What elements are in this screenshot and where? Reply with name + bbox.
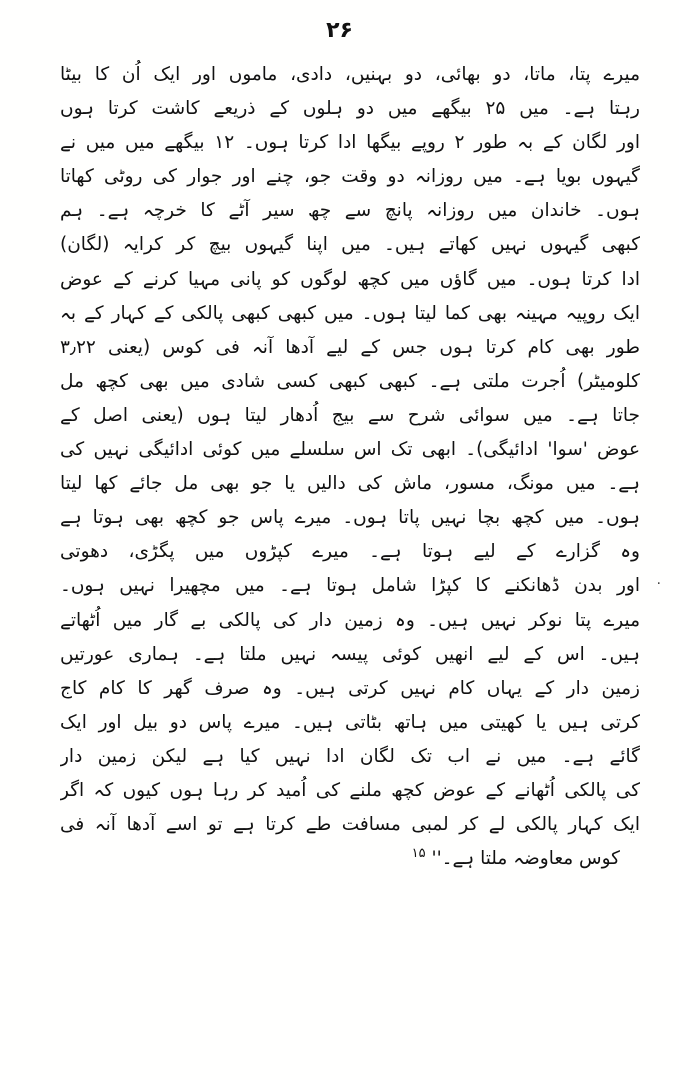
text-line: رہتا ہے۔ میں ۲۵ بیگھے میں دو ہلوں کے ذریعے کاشت کرتا ہوں	[60, 98, 640, 120]
text-line: ادا کرتا ہوں۔ میں گاؤں میں کچھ لوگوں کو پانی مہیا کرنے کے عوض	[60, 268, 640, 290]
text-line: میرے پتا، ماتا، دو بھائی، دو بہنیں، دادی، ماموں اور ایک اُن کا بیٹا	[60, 64, 640, 85]
text-line: طور بھی کام کرتا ہوں جس کے لیے آدھا آنہ فی کوس (یعنی ۳٫۲۲	[60, 336, 640, 358]
text-line: ہے۔ میں مونگ، مسور، ماش کی دالیں یا جو بھی مل جائے کھا لیتا	[60, 473, 640, 495]
text-line: عوض 'سوا' ادائیگی)۔ ابھی تک اس سلسلے میں کوئی ادائیگی نہیں کی	[60, 439, 640, 461]
text-line: گائے ہے۔ میں نے اب تک لگان ادا نہیں کیا ہے لیکن زمین دار	[60, 745, 640, 767]
text-line: زمین دار کے یہاں کام نہیں کرتی ہیں۔ وہ صرف گھر کا کام کاج	[60, 677, 640, 699]
margin-mark: ۰	[655, 575, 663, 591]
text-line-last	[60, 842, 640, 876]
body-text	[60, 58, 640, 876]
text-line: وہ گزارے کے لیے ہوتا ہے۔ میرے کپڑوں میں پگڑی، دھوتی	[60, 541, 640, 563]
footnote-reference: ۱۵	[411, 846, 426, 861]
text-line: ہوں۔ خاندان میں روزانہ پانچ سے چھ سیر آٹے کا خرچہ ہے۔ ہم	[60, 200, 640, 222]
text-line: گیہوں بویا ہے۔ میں روزانہ دو وقت جو، چنے اور جوار کی روٹی کھاتا	[60, 166, 640, 188]
text-line: اور لگان کے بہ طور ۲ روپے بیگھا ادا کرتا ہوں۔ ۱۲ بیگھے میں میں نے	[60, 132, 640, 154]
text-line: ایک کہار پالکی لے کر لمبی مسافت طے کرتا ہے تو اسے آدھا آنہ فی	[60, 814, 640, 836]
text-line: جاتا ہے۔ میں سوائی شرح سے بیج اُدھار لیتا ہوں (یعنی اصل کے	[60, 404, 640, 426]
text-line: کی پالکی اُٹھانے کے عوض کچھ ملنے کی اُمید کر رہا ہوں کیوں کہ اگر	[60, 779, 640, 801]
text-line: اور بدن ڈھانکنے کا کپڑا شامل ہوتا ہے۔ میں مچھیرا نہیں ہوں۔	[60, 575, 640, 597]
text-line: ایک روپیہ مہینہ بھی کما لیتا ہوں۔ میں کبھی کبھی پالکی کے کہار کے بہ	[60, 302, 640, 324]
text-line-content: کوس معاوضہ ملتا ہے۔''	[431, 848, 620, 870]
text-line: ہیں۔ اس کے لیے انھیں کوئی پیسہ نہیں ملتا ہے۔ ہماری عورتیں	[60, 643, 640, 665]
text-line: ہوں۔ میں کچھ بچا نہیں پاتا ہوں۔ میرے پاس جو کچھ بھی ہوتا ہے	[60, 507, 640, 529]
page-number: ۲۶	[326, 18, 353, 43]
text-line: کبھی گیہوں نہیں کھاتے ہیں۔ میں اپنا گیہوں بیچ کر کرایہ (لگان)	[60, 234, 640, 256]
text-line: میرے پتا نوکر نہیں ہیں۔ وہ زمین دار کی پالکی بے گار میں اُٹھاتے	[60, 609, 640, 631]
text-line: کرتی ہیں یا کھیتی میں ہاتھ بٹاتی ہیں۔ میرے پاس دو بیل اور ایک	[60, 711, 640, 733]
text-line: کلومیٹر) اُجرت ملتی ہے۔ کبھی کبھی کسی شادی میں بھی کچھ مل	[60, 370, 640, 392]
